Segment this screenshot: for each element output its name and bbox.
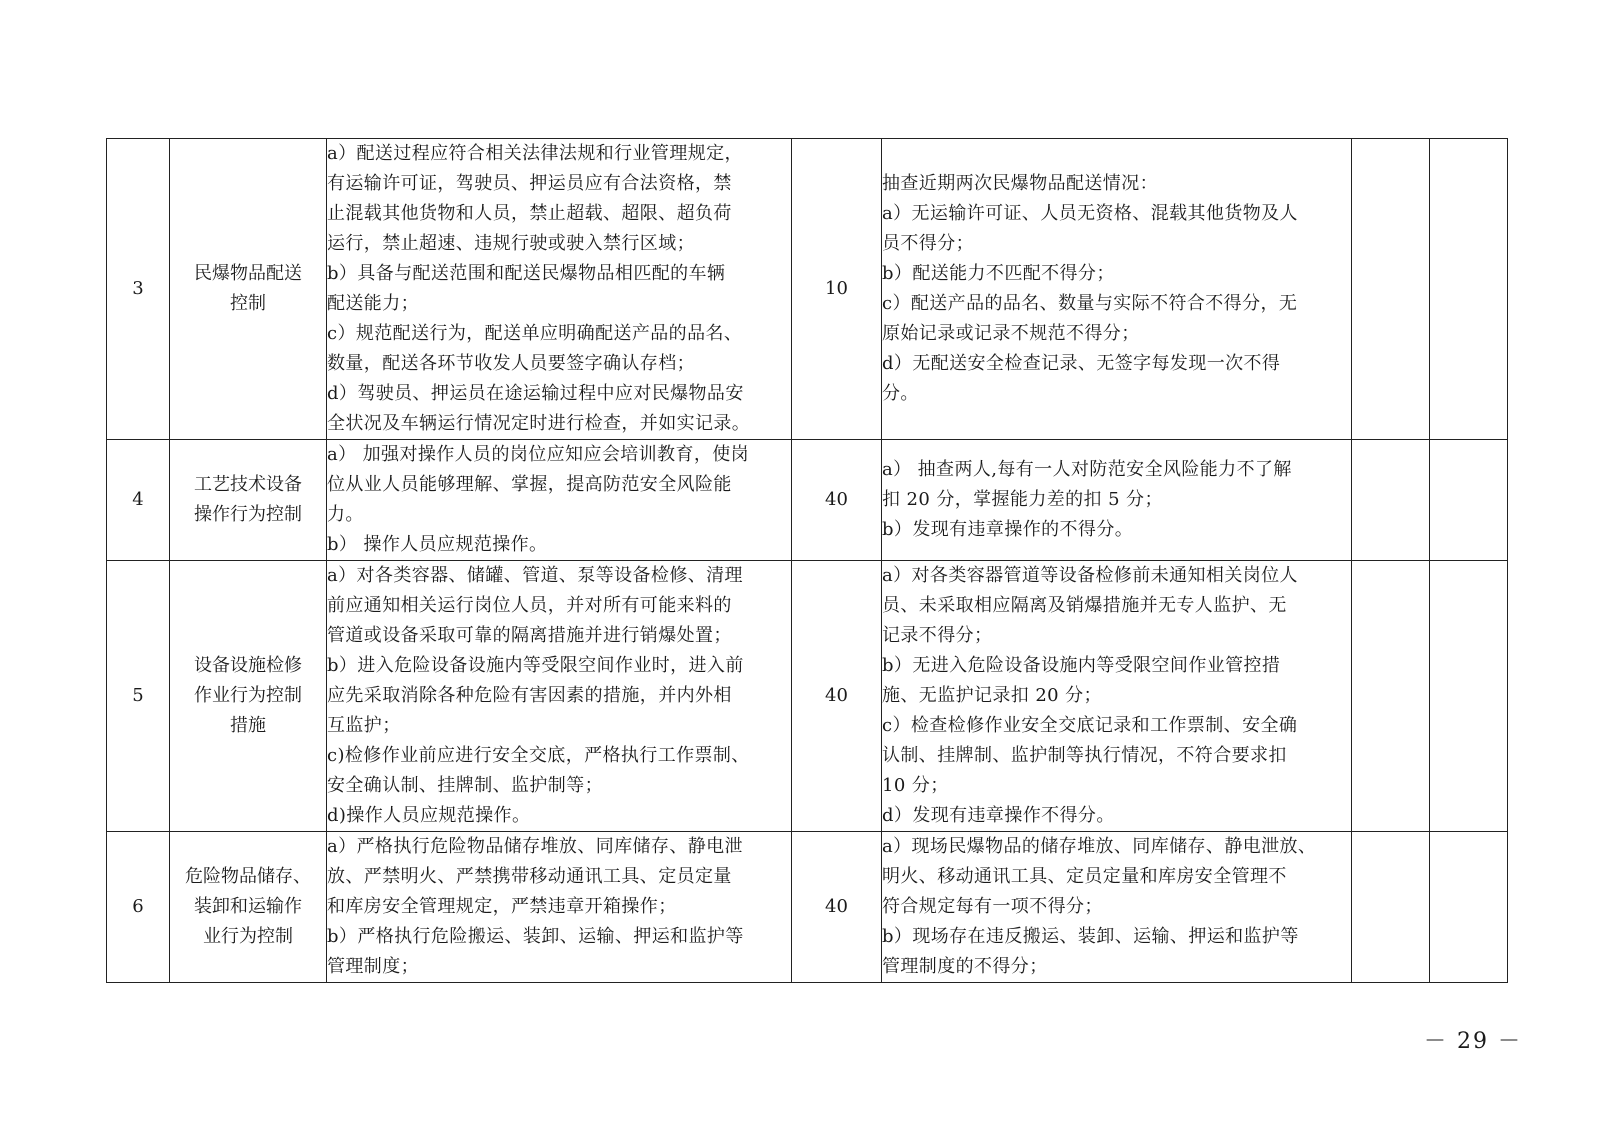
extra-cell-1 (1352, 440, 1430, 561)
extra-cell-2 (1430, 832, 1508, 983)
requirements-cell: a）对各类容器、储罐、管道、泵等设备检修、清理 前应通知相关运行岗位人员，并对所有可能来料的 管道或设备采取可靠的隔离措施并进行销爆处置； b）进入危险设备设施内等受限空间作业时，进入前 应先采取消除各种危险有害因素的措施，并内外相 互监护； c)检修作业前应进行安全交底，严格执行工作票制、 安全确认制、挂牌制、监护制等； d)操作人员应规范操作。 (327, 561, 792, 832)
control-item: 危险物品储存、 装卸和运输作 业行为控制 (170, 832, 327, 983)
evaluation-table (106, 138, 1508, 983)
control-item: 设备设施检修 作业行为控制 措施 (170, 561, 327, 832)
table-row (107, 440, 1508, 561)
extra-cell-1 (1352, 832, 1430, 983)
standard-table-page (106, 138, 1507, 983)
row-number: 4 (107, 440, 170, 561)
page-number: － 29 － (1424, 1029, 1522, 1054)
extra-cell-2 (1430, 561, 1508, 832)
requirements-cell: a）严格执行危险物品储存堆放、同库储存、静电泄 放、严禁明火、严禁携带移动通讯工具、定员定量 和库房安全管理规定，严禁违章开箱操作； b）严格执行危险搬运、装卸、运输、押运和监护等 管理制度； (327, 832, 792, 983)
control-item: 工艺技术设备 操作行为控制 (170, 440, 327, 561)
table-row (107, 139, 1508, 440)
score-cell: 40 (792, 440, 882, 561)
row-number: 6 (107, 832, 170, 983)
requirements-cell: a）配送过程应符合相关法律法规和行业管理规定， 有运输许可证，驾驶员、押运员应有合法资格，禁 止混载其他货物和人员，禁止超载、超限、超负荷 运行，禁止超速、违规行驶或驶入禁行区域； b）具备与配送范围和配送民爆物品相匹配的车辆 配送能力； c）规范配送行为，配送单应明确配送产品的品名、 数量，配送各环节收发人员要签字确认存档； d）驾驶员、押运员在途运输过程中应对民爆物品安 全状况及车辆运行情况定时进行检查，并如实记录。 (327, 139, 792, 440)
evaluation-cell: a）对各类容器管道等设备检修前未通知相关岗位人 员、未采取相应隔离及销爆措施并无专人监护、无 记录不得分； b）无进入危险设备设施内等受限空间作业管控措 施、无监护记录扣 20 分； c）检查检修作业安全交底记录和工作票制、安全确 认制、挂牌制、监护制等执行情况，不符合要求扣 10 分； d）发现有违章操作不得分。 (882, 561, 1352, 832)
evaluation-cell: 抽查近期两次民爆物品配送情况： a）无运输许可证、人员无资格、混载其他货物及人 员不得分； b）配送能力不匹配不得分； c）配送产品的品名、数量与实际不符合不得分，无 原始记录或记录不规范不得分； d）无配送安全检查记录、无签字每发现一次不得 分。 (882, 139, 1352, 440)
table-row (107, 561, 1508, 832)
score-cell: 40 (792, 561, 882, 832)
row-number: 5 (107, 561, 170, 832)
evaluation-cell: a） 抽查两人,每有一人对防范安全风险能力不了解 扣 20 分，掌握能力差的扣 5 分； b）发现有违章操作的不得分。 (882, 440, 1352, 561)
requirements-cell: a） 加强对操作人员的岗位应知应会培训教育，使岗 位从业人员能够理解、掌握，提高防范安全风险能 力。 b） 操作人员应规范操作。 (327, 440, 792, 561)
extra-cell-1 (1352, 561, 1430, 832)
extra-cell-2 (1430, 139, 1508, 440)
row-number: 3 (107, 139, 170, 440)
control-item: 民爆物品配送 控制 (170, 139, 327, 440)
table-row (107, 832, 1508, 983)
score-cell: 40 (792, 832, 882, 983)
extra-cell-2 (1430, 440, 1508, 561)
extra-cell-1 (1352, 139, 1430, 440)
score-cell: 10 (792, 139, 882, 440)
evaluation-cell: a）现场民爆物品的储存堆放、同库储存、静电泄放、 明火、移动通讯工具、定员定量和库房安全管理不 符合规定每有一项不得分； b）现场存在违反搬运、装卸、运输、押运和监护等 管理制度的不得分； (882, 832, 1352, 983)
